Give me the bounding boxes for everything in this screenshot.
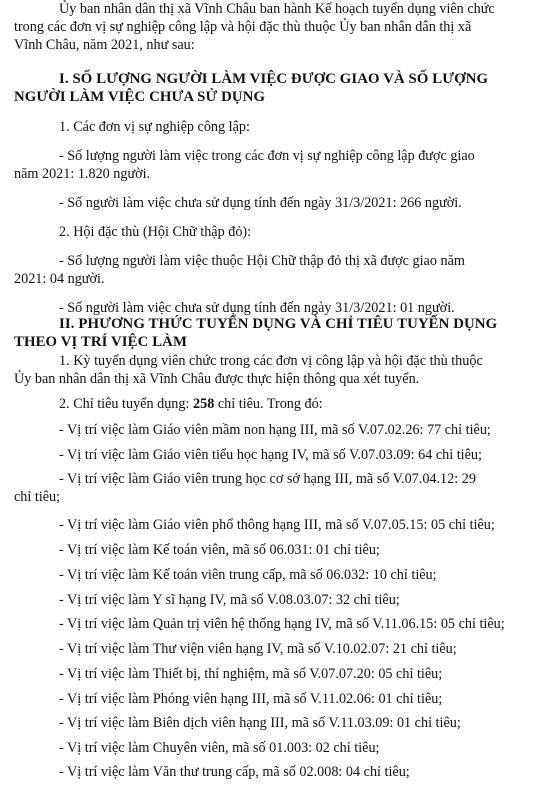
position-item: - Vị trí việc làm Biên dịch viên hạng III, mã số V.11.03.09: 01 chỉ tiêu; <box>59 715 461 731</box>
paragraph-line: 1. Kỳ tuyển dụng viên chức trong các đơn vị công lập và hội đặc thù thuộc <box>59 353 483 369</box>
subsection-title: 2. Hội đặc thù (Hội Chữ thập đỏ): <box>59 224 252 240</box>
paragraph-line: - Số người làm việc chưa sử dụng tính đến ngày 31/3/2021: 266 người. <box>59 195 462 211</box>
section-heading: NGƯỜI LÀM VIỆC CHƯA SỬ DỤNG <box>14 89 266 105</box>
position-item: - Vị trí việc làm Quản trị viên hệ thống hạng IV, mã số V.11.06.15: 05 chỉ tiêu; <box>59 616 505 632</box>
position-item: - Vị trí việc làm Văn thư trung cấp, mã số 02.008: 04 chỉ tiêu; <box>59 764 410 780</box>
section-heading: I. SỐ LƯỢNG NGƯỜI LÀM VIỆC ĐƯỢC GIAO VÀ SỐ LƯỢNG <box>59 71 489 87</box>
paragraph-line: - Số lượng người làm việc thuộc Hội Chữ thập đỏ thị xã được giao năm <box>59 253 465 269</box>
paragraph-line: - Số lượng người làm việc trong các đơn vị sự nghiệp công lập được giao <box>59 148 475 164</box>
paragraph-line: 2021: 04 người. <box>14 271 105 287</box>
paragraph-line: năm 2021: 1.820 người. <box>14 166 151 182</box>
paragraph-line: - Số người làm việc chưa sử dụng tính đến ngày 31/3/2021: 01 người. <box>59 300 455 316</box>
intro-line: Ủy ban nhân dân thị xã Vĩnh Châu ban hành Kế hoạch tuyển dụng viên chức <box>59 1 495 17</box>
quota-prefix: 2. Chỉ tiêu tuyển dụng: <box>59 396 193 412</box>
position-item: - Vị trí việc làm Chuyên viên, mã số 01.003: 02 chỉ tiêu; <box>59 740 380 756</box>
quota-summary <box>59 395 323 413</box>
section-heading: THEO VỊ TRÍ VIỆC LÀM <box>14 334 188 350</box>
position-item: - Vị trí việc làm Kế toán viên trung cấp, mã số 06.032: 10 chỉ tiêu; <box>59 567 437 583</box>
position-item: - Vị trí việc làm Thiết bị, thí nghiệm, mã số V.07.07.20: 05 chỉ tiêu; <box>59 666 443 682</box>
position-item: - Vị trí việc làm Kế toán viên, mã số 06.031: 01 chỉ tiêu; <box>59 542 380 558</box>
position-item: - Vị trí việc làm Giáo viên phổ thông hạng III, mã số V.07.05.15: 05 chỉ tiêu; <box>59 517 495 533</box>
paragraph-line: Ủy ban nhân dân thị xã Vĩnh Châu được thực hiện thông qua xét tuyển. <box>14 371 420 387</box>
position-item-continuation: chỉ tiêu; <box>14 489 61 505</box>
quota-suffix: chỉ tiêu. Trong đó: <box>214 396 323 412</box>
position-item: - Vị trí việc làm Giáo viên trung học cơ sở hạng III, mã số V.07.04.12: 29 <box>59 471 476 487</box>
intro-line: Vĩnh Châu, năm 2021, như sau: <box>14 37 195 53</box>
position-item: - Vị trí việc làm Phóng viên hạng III, mã số V.11.02.06: 01 chỉ tiêu; <box>59 691 443 707</box>
intro-line: trong các đơn vị sự nghiệp công lập và hội đặc thù thuộc Ủy ban nhân dân thị xã <box>14 19 472 35</box>
position-item: - Vị trí việc làm Giáo viên mầm non hạng III, mã số V.07.02.26: 77 chỉ tiêu; <box>59 422 491 438</box>
position-item: - Vị trí việc làm Y sĩ hạng IV, mã số V.08.03.07: 32 chỉ tiêu; <box>59 592 400 608</box>
subsection-title: 1. Các đơn vị sự nghiệp công lập: <box>59 119 250 135</box>
position-item: - Vị trí việc làm Giáo viên tiểu học hạng IV, mã số V.07.03.09: 64 chỉ tiêu; <box>59 447 482 463</box>
quota-total: 258 <box>193 396 215 412</box>
position-item: - Vị trí việc làm Thư viện viên hạng IV, mã số V.10.02.07: 21 chỉ tiêu; <box>59 641 457 657</box>
section-heading: II. PHƯƠNG THỨC TUYỂN DỤNG VÀ CHỈ TIÊU TUYỂN DỤNG <box>59 316 498 332</box>
